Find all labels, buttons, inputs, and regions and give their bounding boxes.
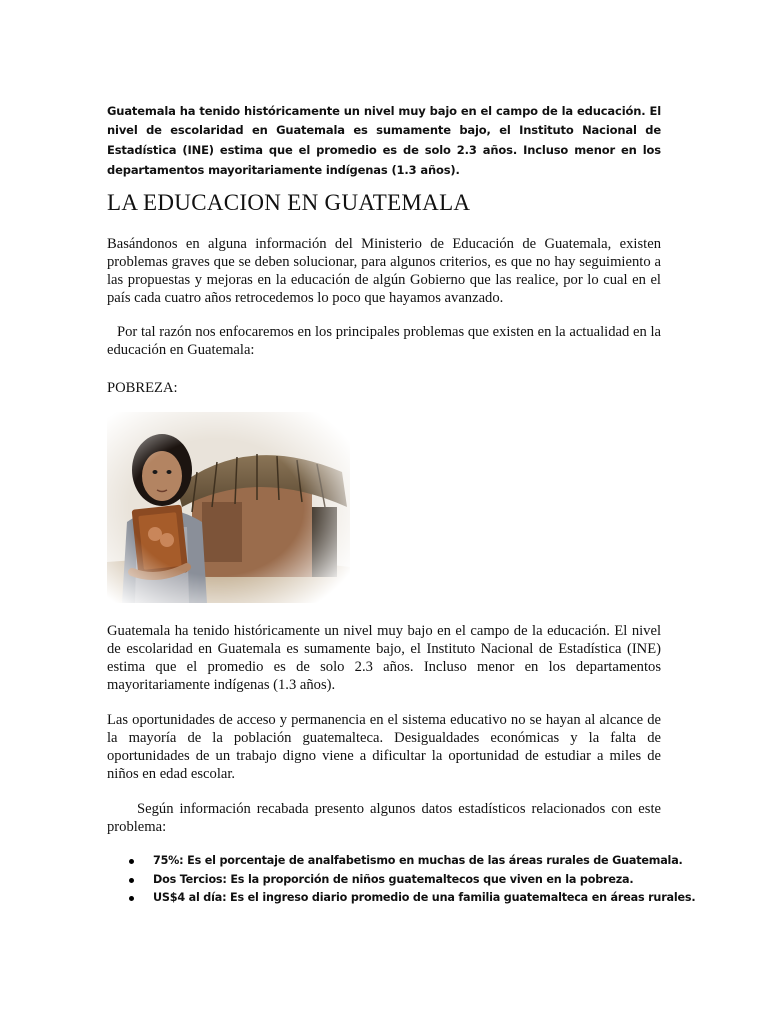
page-title: LA EDUCACION EN GUATEMALA [107,190,471,215]
bullet-icon [129,878,134,883]
paragraph-ministerio: Basándonos en alguna información del Ministerio de Educación de Guatemala, existen problemas graves que se deben solucionar, para algunos criterios, es que no hay seguimiento a las propuestas y mejoras en la educación de algún Gobierno que las realice, por lo cual en el país cada cuatro años retrocedemos lo poco que hayamos avanzado. [107,236,661,306]
list-item [107,852,683,871]
list-item-text: 75%: Es el porcentaje de analfabetismo en muchas de las áreas rurales de Guatemala. [153,854,683,867]
paragraph-problemas: Por tal razón nos enfocaremos en los principales problemas que existen en la actualidad en la educación en Guatemala: [107,324,661,358]
list-item-text: US$4 al día: Es el ingreso diario promedio de una familia guatemalteca en áreas rurales. [153,891,696,904]
bullet-icon [129,896,134,901]
list-item-text: Dos Tercios: Es la proporción de niños guatemaltecos que viven en la pobreza. [153,872,634,886]
girl-poverty-photo [107,412,350,603]
bullet-icon [129,859,134,864]
paragraph-nivel-educacion: Guatemala ha tenido históricamente un nivel muy bajo en el campo de la educación. El nivel de escolaridad en Guatemala es sumamente bajo, el Instituto Nacional de Estadística (INE) estima que el promedio es de solo 2.3 años. Incluso menor en los departamentos mayoritariamente indígenas (1.3 años). [107,623,661,693]
intro-paragraph: Guatemala ha tenido históricamente un nivel muy bajo en el campo de la educación. El nivel de escolaridad en Guatemala es sumamente bajo, el Instituto Nacional de Estadística (INE) estima que el promedio es de solo 2.3 años. Incluso menor en los departamentos mayoritariamente indígenas (1.3 años). [107,103,661,177]
photo-illustration [107,412,350,603]
section-pobreza-heading: POBREZA: [107,380,178,396]
paragraph-datos-estadisticos: Según información recabada presento algunos datos estadísticos relacionados con este problema: [107,801,661,835]
list-item [107,889,696,908]
statistics-list [107,852,696,908]
list-item [107,871,661,890]
paragraph-oportunidades: Las oportunidades de acceso y permanencia en el sistema educativo no se hayan al alcance de la mayoría de la población guatemalteca. Desigualdades económicas y la falta de oportunidades de un trabajo digno viene a dificultar la oportunidad de estudiar a miles de niños en edad escolar. [107,712,661,782]
